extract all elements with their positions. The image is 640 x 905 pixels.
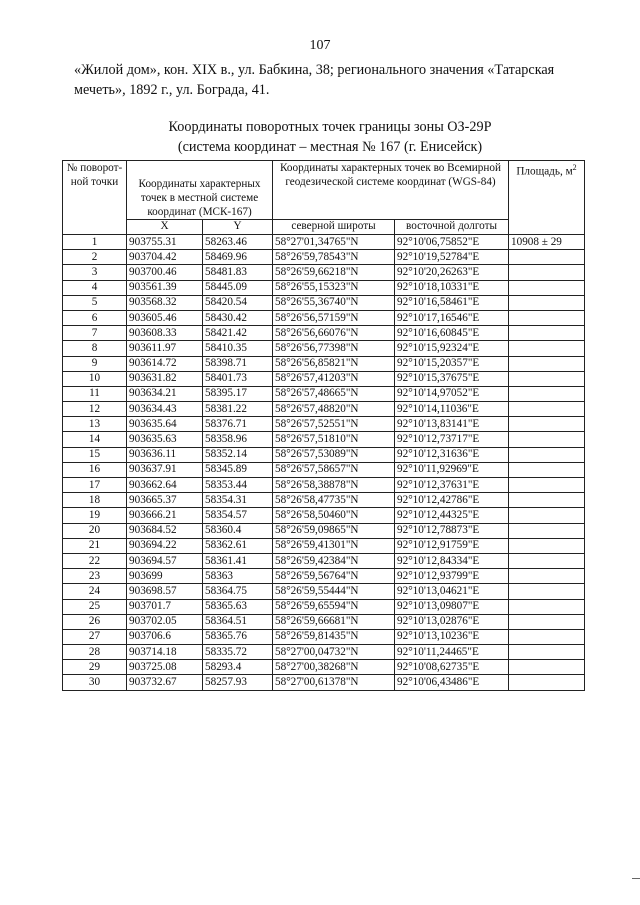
cell-area bbox=[509, 538, 585, 553]
table-title bbox=[60, 117, 600, 157]
cell-x: 903614.72 bbox=[127, 356, 203, 371]
cell-y: 58360.4 bbox=[203, 523, 273, 538]
cell-point-no: 23 bbox=[63, 569, 127, 584]
cell-lat: 58°26'57,48820"N bbox=[273, 402, 395, 417]
cell-point-no: 17 bbox=[63, 478, 127, 493]
cell-area bbox=[509, 341, 585, 356]
cell-area bbox=[509, 326, 585, 341]
cell-area bbox=[509, 629, 585, 644]
header-point-no: № поворот-ной точки bbox=[63, 161, 127, 235]
cell-y: 58410.35 bbox=[203, 341, 273, 356]
cell-x: 903636.11 bbox=[127, 447, 203, 462]
cell-x: 903634.43 bbox=[127, 402, 203, 417]
cell-x: 903699 bbox=[127, 569, 203, 584]
cell-lon: 92°10'15,92324"E bbox=[395, 341, 509, 356]
cell-area bbox=[509, 417, 585, 432]
table-row bbox=[63, 310, 585, 325]
cell-y: 58353.44 bbox=[203, 478, 273, 493]
cell-lat: 58°26'59,55444"N bbox=[273, 584, 395, 599]
cell-y: 58376.71 bbox=[203, 417, 273, 432]
table-row bbox=[63, 447, 585, 462]
cell-point-no: 14 bbox=[63, 432, 127, 447]
cell-area bbox=[509, 660, 585, 675]
cell-lon: 92°10'12,91759"E bbox=[395, 538, 509, 553]
cell-lat: 58°27'00,61378"N bbox=[273, 675, 395, 690]
header-x: X bbox=[127, 220, 203, 235]
cell-area bbox=[509, 523, 585, 538]
cell-area bbox=[509, 371, 585, 386]
cell-x: 903684.52 bbox=[127, 523, 203, 538]
cell-lon: 92°10'06,43486"E bbox=[395, 675, 509, 690]
cell-y: 58381.22 bbox=[203, 402, 273, 417]
cell-point-no: 15 bbox=[63, 447, 127, 462]
cell-y: 58481.83 bbox=[203, 265, 273, 280]
cell-x: 903732.67 bbox=[127, 675, 203, 690]
title-line-2: (система координат – местная № 167 (г. Енисейск) bbox=[177, 139, 483, 155]
table-row bbox=[63, 553, 585, 568]
cell-area bbox=[509, 493, 585, 508]
page-edge-mark bbox=[632, 878, 640, 879]
header-lon: восточной долготы bbox=[395, 220, 509, 235]
table-row bbox=[63, 341, 585, 356]
cell-area bbox=[509, 478, 585, 493]
table-row bbox=[63, 584, 585, 599]
table-row bbox=[63, 265, 585, 280]
cell-point-no: 13 bbox=[63, 417, 127, 432]
cell-area bbox=[509, 599, 585, 614]
cell-lat: 58°26'58,38878"N bbox=[273, 478, 395, 493]
cell-lon: 92°10'20,26263"E bbox=[395, 265, 509, 280]
cell-x: 903694.57 bbox=[127, 553, 203, 568]
cell-point-no: 7 bbox=[63, 326, 127, 341]
cell-point-no: 19 bbox=[63, 508, 127, 523]
cell-lat: 58°27'01,34765"N bbox=[273, 235, 395, 250]
cell-lon: 92°10'11,92969"E bbox=[395, 462, 509, 477]
table-row bbox=[63, 235, 585, 250]
cell-y: 58395.17 bbox=[203, 386, 273, 401]
cell-x: 903702.05 bbox=[127, 614, 203, 629]
cell-area bbox=[509, 295, 585, 310]
cell-lon: 92°10'06,75852"E bbox=[395, 235, 509, 250]
cell-lat: 58°26'59,56764"N bbox=[273, 569, 395, 584]
cell-lat: 58°26'59,42384"N bbox=[273, 553, 395, 568]
cell-lat: 58°26'59,65594"N bbox=[273, 599, 395, 614]
cell-lat: 58°26'57,51810"N bbox=[273, 432, 395, 447]
table-row bbox=[63, 675, 585, 690]
cell-point-no: 4 bbox=[63, 280, 127, 295]
cell-y: 58361.41 bbox=[203, 553, 273, 568]
page-number: 107 bbox=[309, 38, 331, 53]
table-row bbox=[63, 295, 585, 310]
cell-lat: 58°26'57,53089"N bbox=[273, 447, 395, 462]
cell-point-no: 18 bbox=[63, 493, 127, 508]
cell-point-no: 30 bbox=[63, 675, 127, 690]
cell-y: 58293.4 bbox=[203, 660, 273, 675]
title-line-1: Координаты поворотных точек границы зоны ОЗ-29Р bbox=[168, 119, 492, 135]
cell-point-no: 12 bbox=[63, 402, 127, 417]
cell-point-no: 6 bbox=[63, 310, 127, 325]
cell-x: 903635.63 bbox=[127, 432, 203, 447]
cell-lon: 92°10'13,09807"E bbox=[395, 599, 509, 614]
cell-point-no: 25 bbox=[63, 599, 127, 614]
intro-paragraph: «Жилой дом», кон. XIX в., ул. Бабкина, 38; регионального значения «Татарская мечеть», 1892 г., ул. Бограда, 41. bbox=[74, 62, 555, 98]
table-row bbox=[63, 493, 585, 508]
cell-x: 903706.6 bbox=[127, 629, 203, 644]
cell-x: 903725.08 bbox=[127, 660, 203, 675]
cell-y: 58469.96 bbox=[203, 250, 273, 265]
cell-lon: 92°10'13,10236"E bbox=[395, 629, 509, 644]
cell-y: 58364.75 bbox=[203, 584, 273, 599]
cell-lat: 58°26'56,85821"N bbox=[273, 356, 395, 371]
cell-y: 58398.71 bbox=[203, 356, 273, 371]
cell-lat: 58°26'58,50460"N bbox=[273, 508, 395, 523]
cell-lat: 58°26'57,52551"N bbox=[273, 417, 395, 432]
cell-lon: 92°10'17,16546"E bbox=[395, 310, 509, 325]
cell-area bbox=[509, 265, 585, 280]
cell-x: 903666.21 bbox=[127, 508, 203, 523]
cell-y: 58401.73 bbox=[203, 371, 273, 386]
table-row bbox=[63, 629, 585, 644]
cell-lat: 58°26'57,41203"N bbox=[273, 371, 395, 386]
cell-x: 903755.31 bbox=[127, 235, 203, 250]
cell-area bbox=[509, 402, 585, 417]
cell-lon: 92°10'12,44325"E bbox=[395, 508, 509, 523]
table-row bbox=[63, 386, 585, 401]
header-area bbox=[509, 161, 585, 235]
coordinates-table-wrapper bbox=[62, 160, 585, 691]
header-row-sub bbox=[63, 220, 585, 235]
cell-x: 903637.91 bbox=[127, 462, 203, 477]
cell-x: 903608.33 bbox=[127, 326, 203, 341]
header-area-sup: 2 bbox=[572, 163, 577, 172]
cell-lat: 58°26'55,15323"N bbox=[273, 280, 395, 295]
cell-y: 58430.42 bbox=[203, 310, 273, 325]
cell-y: 58358.96 bbox=[203, 432, 273, 447]
cell-x: 903662.64 bbox=[127, 478, 203, 493]
cell-point-no: 29 bbox=[63, 660, 127, 675]
cell-point-no: 20 bbox=[63, 523, 127, 538]
cell-x: 903700.46 bbox=[127, 265, 203, 280]
cell-lat: 58°27'00,04732"N bbox=[273, 645, 395, 660]
cell-lon: 92°10'12,73717"E bbox=[395, 432, 509, 447]
cell-y: 58420.54 bbox=[203, 295, 273, 310]
cell-x: 903635.64 bbox=[127, 417, 203, 432]
cell-point-no: 26 bbox=[63, 614, 127, 629]
cell-lat: 58°26'57,48665"N bbox=[273, 386, 395, 401]
cell-x: 903631.82 bbox=[127, 371, 203, 386]
cell-lon: 92°10'16,58461"E bbox=[395, 295, 509, 310]
header-lat: северной широты bbox=[273, 220, 395, 235]
cell-area: 10908 ± 29 bbox=[509, 235, 585, 250]
cell-point-no: 27 bbox=[63, 629, 127, 644]
cell-lat: 58°26'59,78543"N bbox=[273, 250, 395, 265]
cell-point-no: 10 bbox=[63, 371, 127, 386]
cell-y: 58364.51 bbox=[203, 614, 273, 629]
cell-y: 58363 bbox=[203, 569, 273, 584]
cell-y: 58345.89 bbox=[203, 462, 273, 477]
cell-y: 58354.57 bbox=[203, 508, 273, 523]
cell-lon: 92°10'12,84334"E bbox=[395, 553, 509, 568]
cell-y: 58421.42 bbox=[203, 326, 273, 341]
cell-point-no: 3 bbox=[63, 265, 127, 280]
table-row bbox=[63, 645, 585, 660]
header-y: Y bbox=[203, 220, 273, 235]
cell-area bbox=[509, 584, 585, 599]
table-row bbox=[63, 614, 585, 629]
cell-lon: 92°10'16,60845"E bbox=[395, 326, 509, 341]
cell-x: 903561.39 bbox=[127, 280, 203, 295]
cell-area bbox=[509, 675, 585, 690]
header-local-coords: Координаты характерных точек в местной системе координат (МСК-167) bbox=[127, 161, 273, 220]
table-row bbox=[63, 371, 585, 386]
cell-lat: 58°26'59,66681"N bbox=[273, 614, 395, 629]
cell-y: 58335.72 bbox=[203, 645, 273, 660]
table-row bbox=[63, 417, 585, 432]
cell-lon: 92°10'18,10331"E bbox=[395, 280, 509, 295]
header-wgs-coords: Координаты характерных точек во Всемирной геодезической системе координат (WGS-84) bbox=[273, 161, 509, 220]
cell-area bbox=[509, 508, 585, 523]
table-row bbox=[63, 523, 585, 538]
table-row bbox=[63, 569, 585, 584]
table-row bbox=[63, 538, 585, 553]
cell-x: 903704.42 bbox=[127, 250, 203, 265]
cell-lon: 92°10'13,83141"E bbox=[395, 417, 509, 432]
cell-lat: 58°26'56,57159"N bbox=[273, 310, 395, 325]
cell-lat: 58°26'58,47735"N bbox=[273, 493, 395, 508]
cell-x: 903698.57 bbox=[127, 584, 203, 599]
cell-lon: 92°10'14,97052"E bbox=[395, 386, 509, 401]
cell-lon: 92°10'12,42786"E bbox=[395, 493, 509, 508]
table-body bbox=[63, 235, 585, 691]
table-row bbox=[63, 356, 585, 371]
cell-x: 903714.18 bbox=[127, 645, 203, 660]
table-row bbox=[63, 660, 585, 675]
cell-lon: 92°10'15,37675"E bbox=[395, 371, 509, 386]
cell-point-no: 5 bbox=[63, 295, 127, 310]
cell-lon: 92°10'14,11036"E bbox=[395, 402, 509, 417]
coordinates-table bbox=[62, 160, 585, 691]
cell-area bbox=[509, 553, 585, 568]
cell-x: 903634.21 bbox=[127, 386, 203, 401]
cell-lon: 92°10'15,20357"E bbox=[395, 356, 509, 371]
cell-point-no: 24 bbox=[63, 584, 127, 599]
cell-area bbox=[509, 310, 585, 325]
cell-lon: 92°10'12,93799"E bbox=[395, 569, 509, 584]
cell-y: 58352.14 bbox=[203, 447, 273, 462]
cell-x: 903665.37 bbox=[127, 493, 203, 508]
cell-point-no: 8 bbox=[63, 341, 127, 356]
cell-y: 58445.09 bbox=[203, 280, 273, 295]
cell-area bbox=[509, 569, 585, 584]
cell-lat: 58°26'55,36740"N bbox=[273, 295, 395, 310]
cell-point-no: 21 bbox=[63, 538, 127, 553]
cell-lat: 58°26'57,58657"N bbox=[273, 462, 395, 477]
cell-area bbox=[509, 386, 585, 401]
cell-point-no: 28 bbox=[63, 645, 127, 660]
cell-x: 903568.32 bbox=[127, 295, 203, 310]
cell-x: 903701.7 bbox=[127, 599, 203, 614]
cell-area bbox=[509, 614, 585, 629]
cell-lon: 92°10'13,02876"E bbox=[395, 614, 509, 629]
cell-area bbox=[509, 447, 585, 462]
cell-area bbox=[509, 645, 585, 660]
cell-x: 903611.97 bbox=[127, 341, 203, 356]
cell-y: 58362.61 bbox=[203, 538, 273, 553]
cell-lon: 92°10'19,52784"E bbox=[395, 250, 509, 265]
table-row bbox=[63, 508, 585, 523]
table-row bbox=[63, 432, 585, 447]
cell-lon: 92°10'12,37631"E bbox=[395, 478, 509, 493]
cell-point-no: 22 bbox=[63, 553, 127, 568]
cell-lat: 58°26'59,41301"N bbox=[273, 538, 395, 553]
cell-point-no: 1 bbox=[63, 235, 127, 250]
cell-area bbox=[509, 356, 585, 371]
cell-lat: 58°26'56,66076"N bbox=[273, 326, 395, 341]
table-row bbox=[63, 478, 585, 493]
cell-point-no: 9 bbox=[63, 356, 127, 371]
cell-area bbox=[509, 280, 585, 295]
cell-y: 58365.76 bbox=[203, 629, 273, 644]
table-row bbox=[63, 402, 585, 417]
cell-lat: 58°26'59,81435"N bbox=[273, 629, 395, 644]
table-row bbox=[63, 250, 585, 265]
cell-point-no: 16 bbox=[63, 462, 127, 477]
cell-point-no: 11 bbox=[63, 386, 127, 401]
cell-lon: 92°10'11,24465"E bbox=[395, 645, 509, 660]
cell-lat: 58°27'00,38268"N bbox=[273, 660, 395, 675]
header-area-label: Площадь, м bbox=[516, 165, 573, 178]
cell-point-no: 2 bbox=[63, 250, 127, 265]
cell-y: 58365.63 bbox=[203, 599, 273, 614]
cell-y: 58354.31 bbox=[203, 493, 273, 508]
table-row bbox=[63, 599, 585, 614]
cell-y: 58257.93 bbox=[203, 675, 273, 690]
cell-lon: 92°10'12,78873"E bbox=[395, 523, 509, 538]
cell-area bbox=[509, 462, 585, 477]
table-row bbox=[63, 326, 585, 341]
cell-area bbox=[509, 432, 585, 447]
cell-lon: 92°10'13,04621"E bbox=[395, 584, 509, 599]
cell-area bbox=[509, 250, 585, 265]
cell-lat: 58°26'56,77398"N bbox=[273, 341, 395, 356]
table-row bbox=[63, 280, 585, 295]
cell-lat: 58°26'59,66218"N bbox=[273, 265, 395, 280]
cell-lat: 58°26'59,09865"N bbox=[273, 523, 395, 538]
cell-x: 903694.22 bbox=[127, 538, 203, 553]
cell-lon: 92°10'08,62735"E bbox=[395, 660, 509, 675]
table-row bbox=[63, 462, 585, 477]
cell-lon: 92°10'12,31636"E bbox=[395, 447, 509, 462]
header-row-main bbox=[63, 161, 585, 220]
cell-y: 58263.46 bbox=[203, 235, 273, 250]
cell-x: 903605.46 bbox=[127, 310, 203, 325]
